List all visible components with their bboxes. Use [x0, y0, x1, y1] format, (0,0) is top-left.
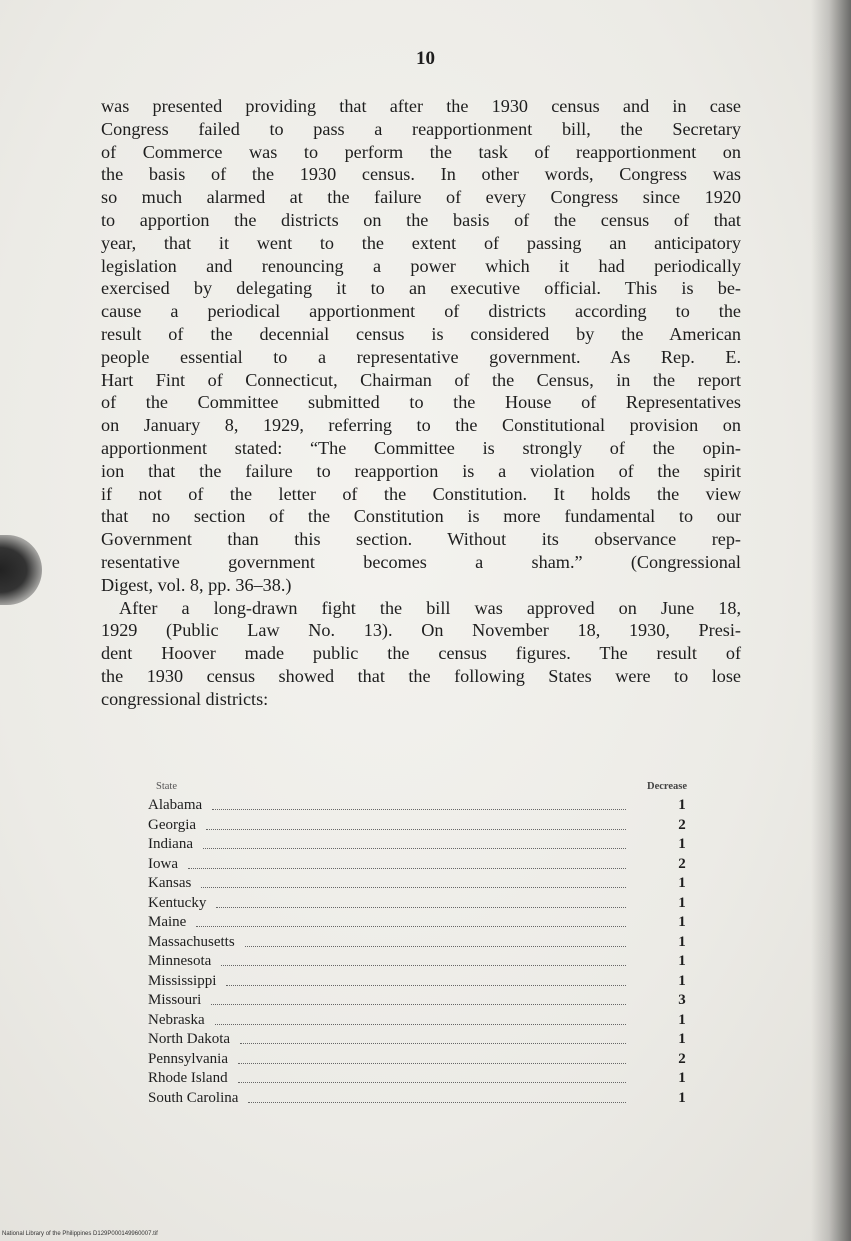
- state-name: Kentucky: [148, 894, 207, 911]
- text-line: was presented providing that after the 1930 census and in case: [101, 96, 741, 116]
- dot-leader: [248, 1102, 626, 1103]
- table-row: [148, 1012, 748, 1032]
- state-name: Mississippi: [148, 972, 217, 989]
- state-name: Rhode Island: [148, 1070, 228, 1086]
- decrease-value: 1: [678, 1011, 686, 1028]
- text-line: 1929 (Public Law No. 13). On November 18, 1930, Presi-: [101, 620, 741, 641]
- dot-leader: [245, 946, 626, 947]
- state-name: Minnesota: [148, 953, 212, 969]
- decrease-value: 1: [678, 914, 686, 930]
- text-line: Digest, vol. 8, pp. 36–38.): [101, 574, 292, 595]
- table-rows: [148, 797, 748, 1109]
- dot-leader: [211, 1004, 626, 1005]
- text-line: cause a periodical apportionment of districts according to the: [101, 301, 741, 322]
- text-line: the 1930 census showed that the following States were to lose: [101, 665, 741, 686]
- dot-leader: [188, 868, 626, 869]
- table-row: [148, 875, 748, 895]
- table-row: [148, 797, 748, 817]
- decrease-value: 1: [678, 894, 686, 911]
- decrease-value: 1: [678, 953, 686, 969]
- decrease-value: 2: [678, 816, 686, 833]
- dot-leader: [203, 848, 626, 849]
- state-name: Kansas: [148, 875, 192, 891]
- text-line: Government than this section. Without its observance rep-: [101, 529, 741, 550]
- dot-leader: [201, 887, 626, 888]
- table-row: [148, 895, 748, 915]
- text-line: result of the decennial census is considered by the American: [101, 323, 741, 344]
- table-header: [148, 781, 748, 797]
- scan-footer-note: National Library of the Philippines D129P000149960007.tif: [2, 1231, 158, 1237]
- decrease-value: 2: [678, 855, 686, 872]
- text-line: of Commerce was to perform the task of reapportionment on: [101, 141, 741, 162]
- decrease-value: 1: [678, 797, 686, 813]
- state-name: Iowa: [148, 855, 178, 872]
- table-row: [148, 817, 748, 837]
- decrease-value: 1: [678, 972, 686, 989]
- state-name: Georgia: [148, 816, 197, 833]
- text-line: to apportion the districts on the basis of the census of that: [101, 209, 741, 230]
- table-row: [148, 973, 748, 993]
- state-name: South Carolina: [148, 1089, 239, 1106]
- state-name: Nebraska: [148, 1011, 205, 1028]
- state-name: Missouri: [148, 992, 202, 1008]
- table-row: [148, 856, 748, 876]
- table-row: [148, 1031, 748, 1051]
- table-row: [148, 836, 748, 856]
- dot-leader: [196, 926, 626, 927]
- table-row: [148, 934, 748, 954]
- text-line: Hart Fint of Connecticut, Chairman of the Census, in the report: [101, 369, 741, 390]
- decrease-value: 1: [678, 1070, 686, 1086]
- table-row: [148, 992, 748, 1012]
- text-line: the basis of the 1930 census. In other words, Congress was: [101, 164, 741, 185]
- text-line: apportionment stated: “The Committee is strongly of the opin-: [101, 437, 741, 458]
- dot-leader: [238, 1063, 626, 1064]
- states-decrease-table: [148, 781, 748, 1109]
- dot-leader: [216, 907, 626, 908]
- text-line: congressional districts:: [101, 688, 269, 709]
- dot-leader: [226, 985, 626, 986]
- dot-leader: [206, 829, 626, 830]
- text-line: dent Hoover made public the census figures. The result of: [101, 643, 741, 664]
- dot-leader: [221, 965, 626, 966]
- table-row: [148, 1090, 748, 1110]
- dot-leader: [212, 809, 626, 810]
- text-line: if not of the letter of the Constitution. It holds the view: [101, 483, 741, 504]
- decrease-value: 1: [678, 933, 686, 950]
- decrease-value: 2: [678, 1050, 686, 1067]
- page-edge-shadow: [811, 0, 851, 1241]
- header-state: State: [156, 781, 177, 792]
- text-line: year, that it went to the extent of passing an anticipatory: [101, 232, 741, 253]
- table-row: [148, 1070, 748, 1090]
- decrease-value: 1: [678, 836, 686, 852]
- table-row: [148, 1051, 748, 1071]
- text-line: Congress failed to pass a reapportionment bill, the Secretary: [101, 118, 741, 139]
- text-line: exercised by delegating it to an executive official. This is be-: [101, 278, 741, 299]
- text-line: ion that the failure to reapportion is a violation of the spirit: [101, 460, 741, 481]
- header-decrease: Decrease: [647, 781, 688, 792]
- dot-leader: [215, 1024, 626, 1025]
- decrease-value: 1: [678, 875, 686, 891]
- text-line: that no section of the Constitution is more fundamental to our: [101, 506, 741, 527]
- table-row: [148, 953, 748, 973]
- text-line: on January 8, 1929, referring to the Constitutional provision on: [101, 415, 741, 436]
- text-line: legislation and renouncing a power which it had periodically: [101, 255, 741, 276]
- text-line: people essential to a representative government. As Rep. E.: [101, 346, 741, 367]
- decrease-value: 1: [678, 1031, 686, 1047]
- state-name: Massachusetts: [148, 933, 235, 950]
- decrease-value: 1: [678, 1089, 686, 1106]
- table-row: [148, 914, 748, 934]
- state-name: Maine: [148, 914, 187, 930]
- state-name: North Dakota: [148, 1031, 231, 1047]
- dot-leader: [240, 1043, 626, 1044]
- text-line: After a long-drawn fight the bill was approved on June 18,: [119, 597, 741, 618]
- text-line: so much alarmed at the failure of every Congress since 1920: [101, 187, 741, 208]
- state-name: Indiana: [148, 836, 193, 852]
- text-line: resentative government becomes a sham.” (Congressional: [101, 551, 741, 572]
- dot-leader: [238, 1082, 626, 1083]
- state-name: Alabama: [148, 797, 203, 813]
- state-name: Pennsylvania: [148, 1050, 228, 1067]
- body-text: [101, 95, 741, 711]
- decrease-value: 3: [678, 992, 686, 1008]
- text-line: of the Committee submitted to the House of Representatives: [101, 392, 741, 413]
- page-number: 10: [416, 48, 435, 69]
